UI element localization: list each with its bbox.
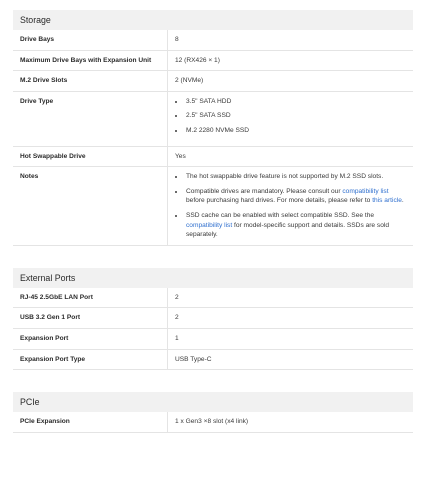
spec-label: USB 3.2 Gen 1 Port — [13, 308, 168, 329]
external-ports-spec-table — [13, 288, 413, 370]
spec-value: 8 — [168, 30, 414, 50]
storage-section — [13, 10, 413, 246]
spec-row-drive-type — [13, 91, 413, 146]
spec-label: Expansion Port Type — [13, 349, 168, 370]
storage-spec-table — [13, 30, 413, 246]
spec-label: Expansion Port — [13, 328, 168, 349]
spec-value — [168, 91, 414, 146]
spec-row-hot-swappable — [13, 146, 413, 167]
pcie-section — [13, 392, 413, 433]
section-header-external-ports: External Ports — [13, 268, 413, 288]
note-item — [185, 187, 406, 206]
note-text: for model-specific support and details. SSDs are sold separately. — [186, 221, 390, 239]
note-item — [185, 172, 406, 182]
spec-value: 2 — [168, 308, 414, 329]
spec-row-pcie-expansion — [13, 412, 413, 432]
note-text: before purchasing hard drives. For more details, please refer to — [186, 197, 373, 205]
spec-row-notes — [13, 167, 413, 246]
list-item: • 3.5" SATA HDD — [185, 97, 406, 107]
spec-row-usb — [13, 308, 413, 329]
spec-label: Notes — [13, 167, 168, 246]
spec-value: 12 (RX426 × 1) — [168, 50, 414, 71]
spec-value: 1 — [168, 328, 414, 349]
note-text: The hot swappable drive feature is not supported by M.2 SSD slots. — [186, 173, 384, 181]
spec-label: Maximum Drive Bays with Expansion Unit — [13, 50, 168, 71]
note-text: SSD cache can be enabled with select compatible SSD. See the — [186, 211, 375, 219]
spec-label: Drive Type — [13, 91, 168, 146]
notes-list — [175, 172, 406, 240]
spec-label: Drive Bays — [13, 30, 168, 50]
drive-type-list — [175, 97, 406, 136]
list-item: • 2.5" SATA SSD — [185, 111, 406, 121]
spec-label: M.2 Drive Slots — [13, 71, 168, 92]
spec-value: 2 (NVMe) — [168, 71, 414, 92]
spec-row-expansion-port — [13, 328, 413, 349]
spec-label: Hot Swappable Drive — [13, 146, 168, 167]
compatibility-list-link[interactable]: compatibility list — [186, 221, 233, 229]
spec-label: RJ-45 2.5GbE LAN Port — [13, 288, 168, 308]
section-header-pcie: PCIe — [13, 392, 413, 412]
spec-row-rj45 — [13, 288, 413, 308]
spec-value: 2 — [168, 288, 414, 308]
spec-value — [168, 167, 414, 246]
list-item: • M.2 2280 NVMe SSD — [185, 126, 406, 136]
spec-row-max-drive-bays — [13, 50, 413, 71]
spec-row-expansion-port-type — [13, 349, 413, 370]
note-item — [185, 211, 406, 240]
pcie-spec-table — [13, 412, 413, 433]
note-text: Compatible drives are mandatory. Please consult our — [186, 187, 343, 195]
note-text: . — [401, 197, 404, 205]
spec-label: PCIe Expansion — [13, 412, 168, 432]
this-article-link[interactable]: this article — [372, 197, 402, 205]
spec-value: USB Type-C — [168, 349, 414, 370]
spec-row-m2-slots — [13, 71, 413, 92]
external-ports-section — [13, 268, 413, 370]
section-header-storage: Storage — [13, 10, 413, 30]
spec-value: Yes — [168, 146, 414, 167]
compatibility-list-link[interactable]: compatibility list — [342, 187, 389, 195]
spec-value: 1 x Gen3 ×8 slot (x4 link) — [168, 412, 414, 432]
spec-row-drive-bays — [13, 30, 413, 50]
